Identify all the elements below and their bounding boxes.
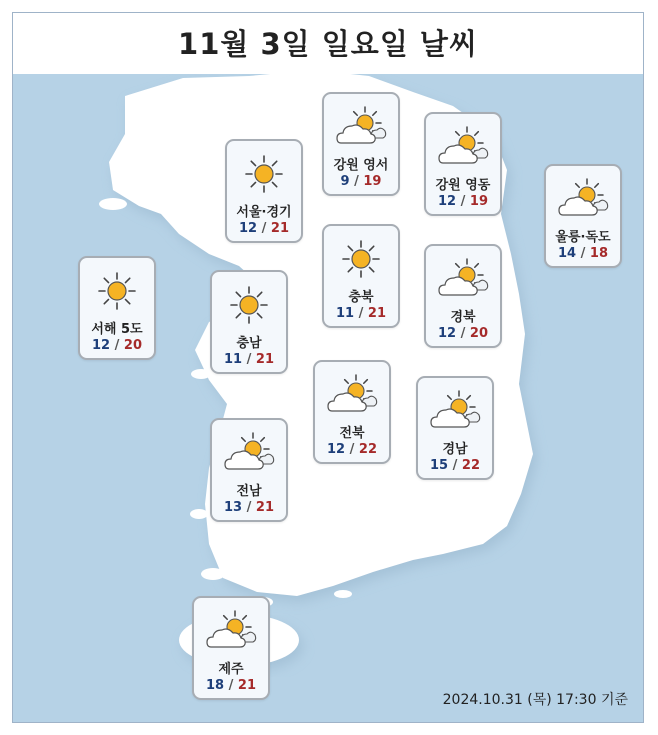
region-temps (324, 174, 398, 189)
region-name: 강원 영동 (435, 178, 491, 193)
temp-separator: / (242, 352, 256, 367)
region-card (424, 112, 502, 216)
region-card (544, 164, 622, 268)
region-temps (324, 306, 398, 321)
sunny-icon (96, 270, 138, 316)
min-temp: 12 (239, 221, 258, 236)
region-temps (315, 442, 389, 457)
min-temp: 12 (438, 194, 457, 209)
min-temp: 12 (438, 326, 457, 341)
temp-separator: / (345, 442, 359, 457)
island (334, 590, 352, 598)
region-temps (212, 352, 286, 367)
max-temp: 21 (255, 352, 274, 367)
region-card (416, 376, 494, 480)
region-name: 울릉·독도 (555, 230, 611, 245)
temp-separator: / (110, 338, 124, 353)
max-temp: 22 (461, 458, 480, 473)
max-temp: 21 (255, 500, 274, 515)
partly-cloudy-icon (437, 258, 489, 304)
island (201, 568, 225, 580)
min-temp: 12 (92, 338, 111, 353)
region-name: 전북 (339, 426, 365, 441)
sunny-icon (243, 153, 285, 199)
min-temp: 14 (558, 246, 577, 261)
min-temp: 13 (224, 500, 243, 515)
partly-cloudy-icon (326, 374, 378, 420)
region-temps (418, 458, 492, 473)
region-name: 충북 (348, 290, 374, 305)
title-bar (12, 12, 644, 74)
min-temp: 15 (430, 458, 449, 473)
min-temp: 11 (336, 306, 355, 321)
region-temps (194, 678, 268, 693)
temp-separator: / (224, 678, 238, 693)
region-temps (426, 194, 500, 209)
temp-separator: / (576, 246, 590, 261)
partly-cloudy-icon (223, 432, 275, 478)
partly-cloudy-icon (335, 106, 387, 152)
region-card (192, 596, 270, 700)
island (99, 198, 127, 210)
island (191, 369, 211, 379)
region-name: 경남 (442, 442, 468, 457)
partly-cloudy-icon (437, 126, 489, 172)
max-temp: 22 (358, 442, 377, 457)
partly-cloudy-icon (557, 178, 609, 224)
max-temp: 20 (123, 338, 142, 353)
region-temps (227, 221, 301, 236)
region-temps (212, 500, 286, 515)
max-temp: 21 (367, 306, 386, 321)
max-temp: 19 (363, 174, 382, 189)
partly-cloudy-icon (429, 390, 481, 436)
region-card (225, 139, 303, 243)
partly-cloudy-icon (205, 610, 257, 656)
temp-separator: / (242, 500, 256, 515)
sunny-icon (340, 238, 382, 284)
region-card (78, 256, 156, 360)
temp-separator: / (349, 174, 364, 189)
sunny-icon (228, 284, 270, 330)
region-temps (426, 326, 500, 341)
region-temps (80, 338, 154, 353)
region-name: 충남 (236, 336, 262, 351)
max-temp: 18 (589, 246, 608, 261)
max-temp: 20 (469, 326, 488, 341)
max-temp: 21 (270, 221, 289, 236)
island (190, 509, 208, 519)
region-name: 강원 영서 (333, 158, 389, 173)
region-name: 서울·경기 (236, 205, 292, 220)
region-card (424, 244, 502, 348)
region-card (210, 418, 288, 522)
region-name: 경북 (450, 310, 476, 325)
min-temp: 18 (206, 678, 225, 693)
min-temp: 9 (340, 174, 350, 189)
temp-separator: / (456, 194, 470, 209)
max-temp: 19 (469, 194, 488, 209)
region-card (322, 92, 400, 196)
temp-separator: / (448, 458, 462, 473)
page-title: 11월 3일 일요일 날씨 (178, 27, 478, 61)
max-temp: 21 (237, 678, 256, 693)
region-card (210, 270, 288, 374)
timestamp: 2024.10.31 (목) 17:30 기준 (442, 692, 628, 708)
region-name: 전남 (236, 484, 262, 499)
region-card (313, 360, 391, 464)
region-card (322, 224, 400, 328)
temp-separator: / (456, 326, 470, 341)
min-temp: 12 (327, 442, 346, 457)
region-temps (546, 246, 620, 261)
temp-separator: / (354, 306, 368, 321)
min-temp: 11 (224, 352, 243, 367)
region-name: 제주 (218, 662, 244, 677)
region-name: 서해 5도 (91, 322, 143, 337)
temp-separator: / (257, 221, 271, 236)
